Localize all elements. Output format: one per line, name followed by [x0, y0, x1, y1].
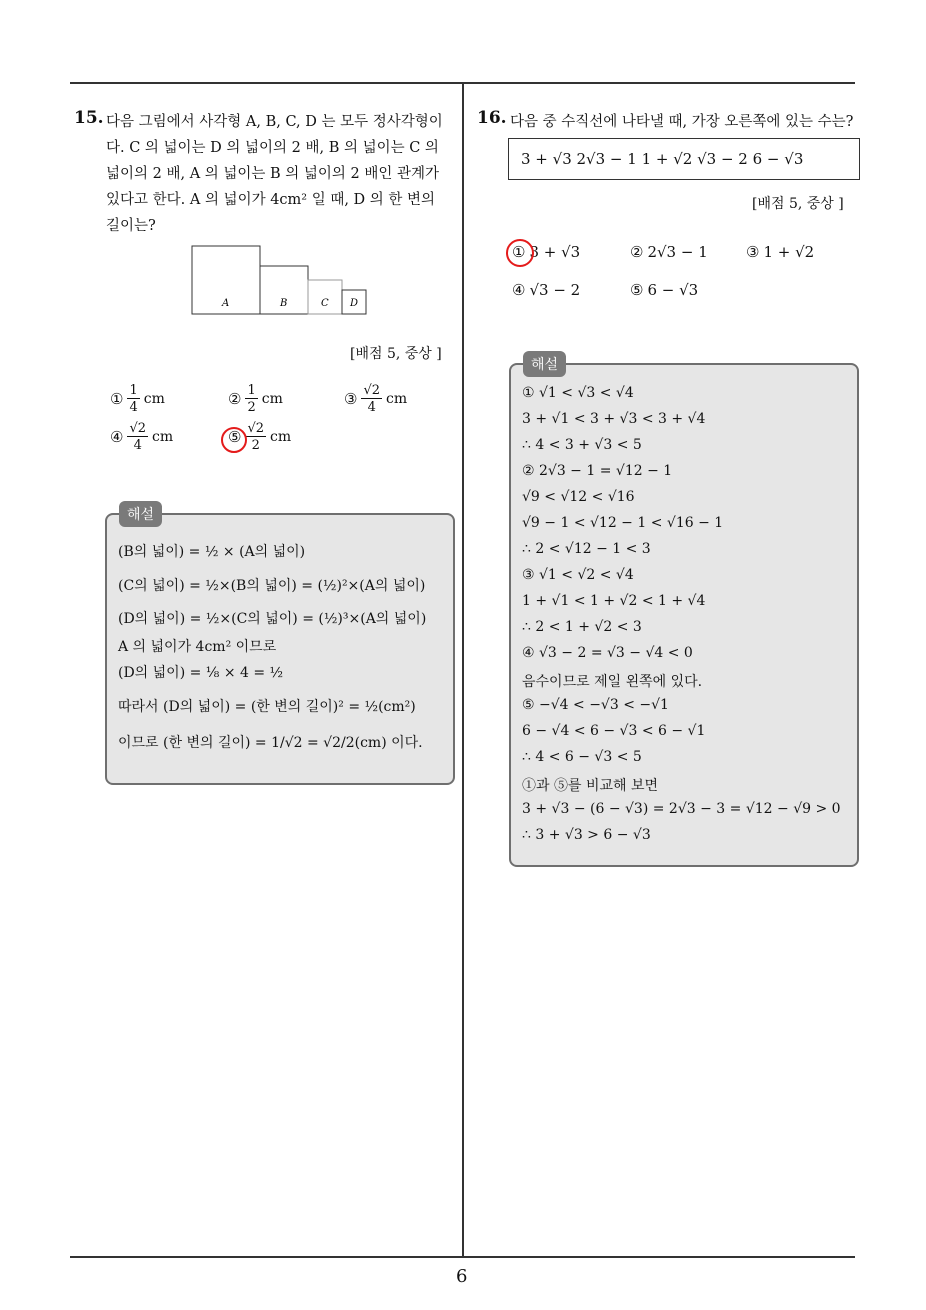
q16-meta: [배점 5, 중상 ]	[752, 196, 844, 212]
q15-solution-line-3: (D의 넓이) = ½×(C의 넓이) = (½)³×(A의 넓이)	[118, 611, 427, 627]
choice-fraction: $\frac{√2}{4}$	[363, 383, 381, 415]
q15-line-3: 넓이의 2 배, A 의 넓이는 B 의 넓이의 2 배인 관계가	[106, 166, 440, 182]
column-divider	[462, 82, 464, 1257]
choice-mark: ①	[110, 390, 124, 408]
choice-unit: cm	[386, 391, 408, 407]
q15-solution-tab: 해설	[119, 501, 162, 527]
choice-mark: ①	[512, 243, 526, 261]
squares-diagram	[190, 244, 370, 316]
choice-text: 3 + √3	[529, 243, 581, 261]
q16-solution-line-1: ① √1 < √3 < √4	[522, 385, 634, 401]
q15-solution-line-1: (B의 넓이) = ½ × (A의 넓이)	[118, 544, 306, 560]
q15-choice-3[interactable]	[344, 384, 407, 414]
q15-line-2: 다. C 의 넓이는 D 의 넓이의 2 배, B 의 넓이는 C 의	[106, 140, 439, 156]
q15-choice-1[interactable]	[110, 384, 165, 414]
q15-solution-line-2: (C의 넓이) = ½×(B의 넓이) = (½)²×(A의 넓이)	[118, 578, 426, 594]
q16-solution-line-8: ③ √1 < √2 < √4	[522, 567, 634, 583]
label-b: B	[280, 298, 288, 309]
q15-line-5: 길이는?	[106, 218, 156, 234]
q16-solution-line-6: √9 − 1 < √12 − 1 < √16 − 1	[522, 515, 724, 531]
choice-text: 6 − √3	[647, 281, 699, 299]
choice-unit: cm	[152, 429, 174, 445]
choice-fraction: $\frac{√2}{4}$	[129, 421, 147, 453]
q16-solution-line-3: ∴ 4 < 3 + √3 < 5	[522, 437, 642, 453]
q15-line-4: 있다고 한다. A 의 넓이가 4cm² 일 때, D 의 한 변의	[106, 192, 436, 208]
choice-fraction: $\frac{√2}{2}$	[247, 421, 265, 453]
q16-choice-3[interactable]	[746, 243, 814, 261]
q16-solution-line-7: ∴ 2 < √12 − 1 < 3	[522, 541, 651, 557]
q16-solution-line-18: ∴ 3 + √3 > 6 − √3	[522, 827, 651, 843]
choice-mark: ⑤	[228, 428, 242, 446]
q16-solution-line-16: ①과 ⑤를 비교해 보면	[522, 778, 659, 794]
bottom-rule	[70, 1256, 855, 1258]
choice-text: 2√3 − 1	[647, 243, 708, 261]
q16-solution-line-14: 6 − √4 < 6 − √3 < 6 − √1	[522, 723, 706, 739]
choice-text: 1 + √2	[763, 243, 815, 261]
page-number: 6	[456, 1266, 468, 1287]
q16-solution-line-4: ② 2√3 − 1 = √12 − 1	[522, 463, 673, 479]
q16-solution-tab: 해설	[523, 351, 566, 377]
label-d: D	[350, 298, 359, 309]
choice-mark: ③	[746, 243, 760, 261]
q15-solution-line-7: 이므로 (한 변의 길이) = 1/√2 = √2/2(cm) 이다.	[118, 735, 423, 751]
q15-number: 15.	[74, 108, 104, 128]
q16-solution-line-2: 3 + √1 < 3 + √3 < 3 + √4	[522, 411, 706, 427]
choice-mark: ③	[344, 390, 358, 408]
choice-unit: cm	[270, 429, 292, 445]
q16-solution-line-15: ∴ 4 < 6 − √3 < 5	[522, 749, 642, 765]
label-a: A	[222, 298, 230, 309]
q15-line-1: 다음 그림에서 사각형 A, B, C, D 는 모두 정사각형이	[106, 114, 443, 130]
q15-solution-line-4: A 의 넓이가 4cm² 이므로	[118, 639, 277, 655]
choice-mark: ②	[630, 243, 644, 261]
label-c: C	[321, 298, 329, 309]
q16-solution-line-9: 1 + √1 < 1 + √2 < 1 + √4	[522, 593, 706, 609]
choice-fraction: $\frac{1}{2}$	[247, 383, 256, 415]
q16-number: 16.	[477, 108, 507, 128]
q15-selected-circle-icon	[221, 427, 247, 453]
q16-boxed-expression: 3 + √3 2√3 − 1 1 + √2 √3 − 2 6 − √3	[508, 138, 860, 180]
q16-solution-line-17: 3 + √3 − (6 − √3) = 2√3 − 3 = √12 − √9 > 0	[522, 801, 841, 817]
q16-solution-line-11: ④ √3 − 2 = √3 − √4 < 0	[522, 645, 693, 661]
q15-solution-line-5: (D의 넓이) = ⅛ × 4 = ½	[118, 665, 284, 681]
q16-solution-line-12: 음수이므로 제일 왼쪽에 있다.	[522, 674, 703, 690]
choice-mark: ④	[512, 281, 526, 299]
q16-selected-circle-icon	[506, 239, 534, 267]
q16-choice-4[interactable]	[512, 281, 580, 299]
q16-choice-5[interactable]	[630, 281, 698, 299]
choice-mark: ⑤	[630, 281, 644, 299]
q15-choice-2[interactable]	[228, 384, 283, 414]
q16-question: 다음 중 수직선에 나타낼 때, 가장 오른쪽에 있는 수는?	[510, 114, 854, 130]
choice-mark: ④	[110, 428, 124, 446]
choice-fraction: $\frac{1}{4}$	[129, 383, 138, 415]
choice-unit: cm	[143, 391, 165, 407]
choice-text: √3 − 2	[529, 281, 581, 299]
q15-solution-line-6: 따라서 (D의 넓이) = (한 변의 길이)² = ½(cm²)	[118, 699, 416, 715]
q15-choice-4[interactable]	[110, 422, 173, 452]
choice-mark: ②	[228, 390, 242, 408]
q16-solution-line-10: ∴ 2 < 1 + √2 < 3	[522, 619, 642, 635]
q16-solution-line-5: √9 < √12 < √16	[522, 489, 635, 505]
choice-unit: cm	[261, 391, 283, 407]
q16-solution-line-13: ⑤ −√4 < −√3 < −√1	[522, 697, 669, 713]
q16-choice-2[interactable]	[630, 243, 708, 261]
q15-meta: [배점 5, 중상 ]	[350, 346, 442, 362]
